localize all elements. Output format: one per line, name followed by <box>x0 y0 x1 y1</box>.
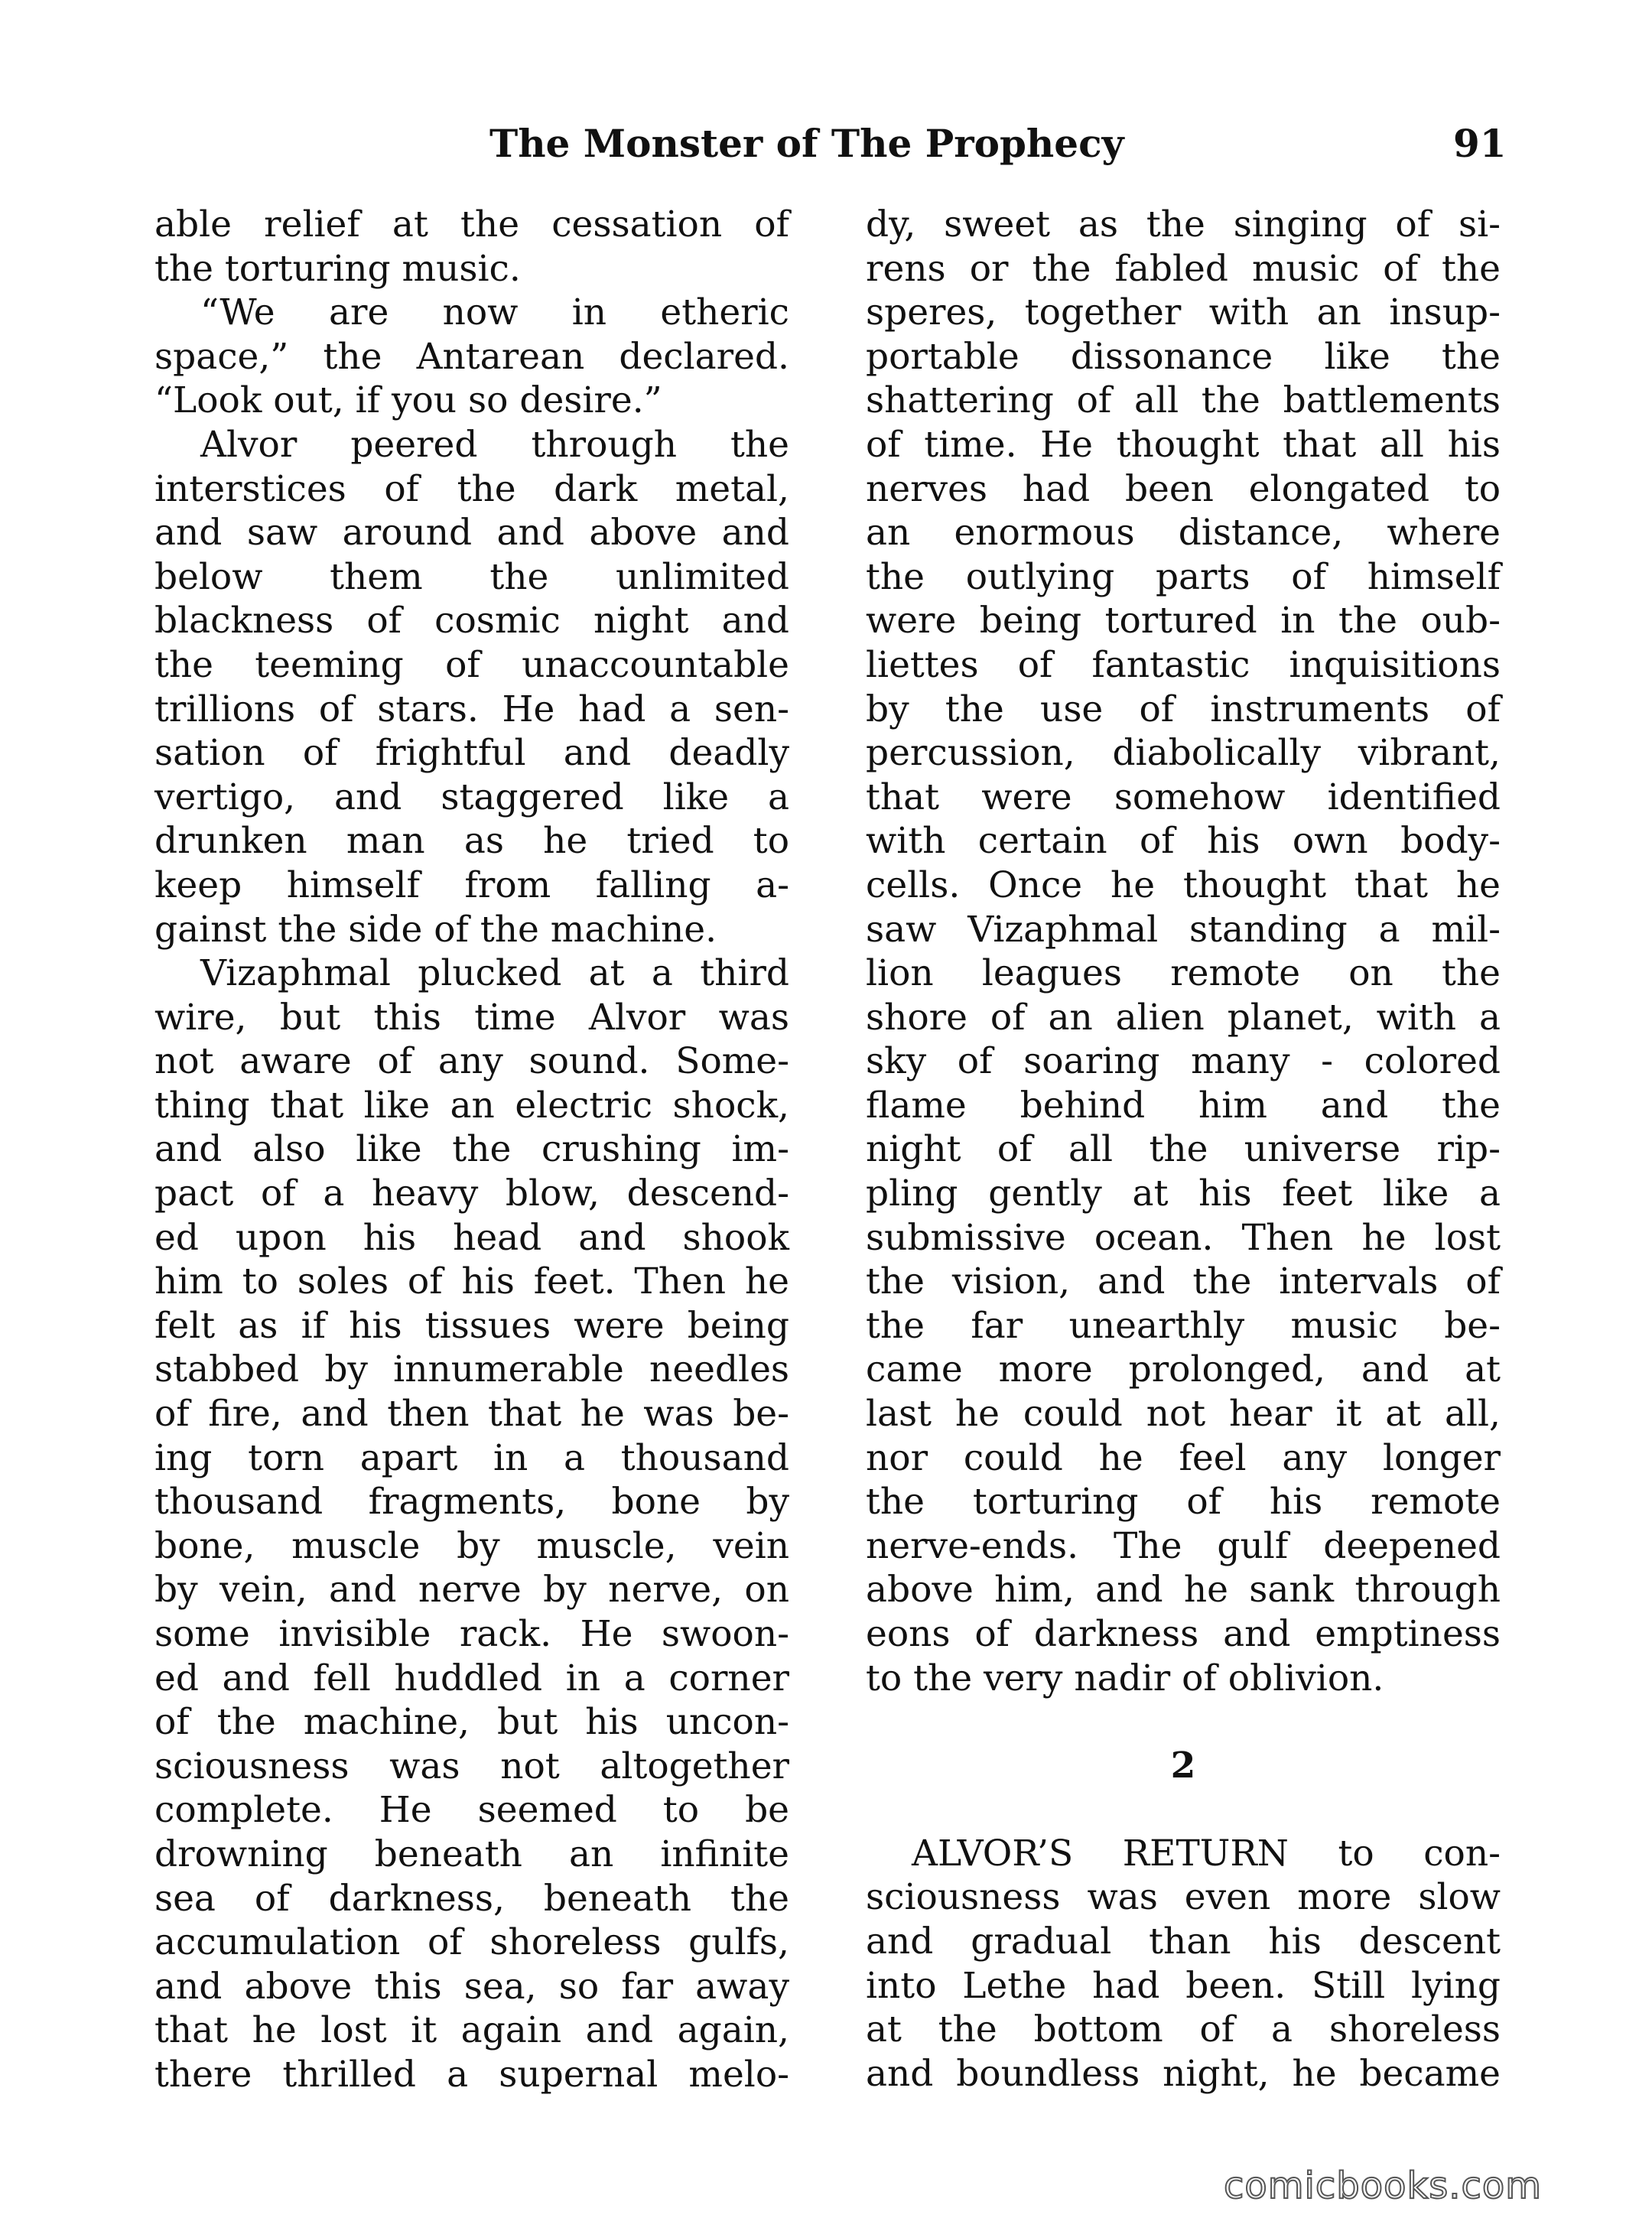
text-line: eons of darkness and emptiness <box>866 1613 1501 1655</box>
text-line: nerves had been elongated to <box>866 467 1501 510</box>
text-line: and saw around and above and <box>154 512 789 554</box>
text-line: that were somehow identified <box>866 776 1501 818</box>
text-line: keep himself from falling a- <box>154 863 789 906</box>
text-line: sciousness was not altogether <box>154 1745 789 1787</box>
running-title: The Monster of The Prophecy <box>489 121 1124 166</box>
text-line: pact of a heavy blow, descend- <box>154 1172 789 1215</box>
text-line: liettes of fantastic inquisitions <box>866 643 1501 686</box>
text-line: felt as if his tissues were being <box>154 1304 789 1347</box>
text-line: sciousness was even more slow <box>866 1876 1501 1919</box>
text-line: cells. Once he thought that he <box>866 863 1501 906</box>
right-column <box>866 203 1501 2096</box>
text-line: blackness of cosmic night and <box>154 600 789 642</box>
text-line: last he could not hear it at all, <box>866 1393 1501 1436</box>
text-line: ing torn apart in a thousand <box>154 1436 789 1479</box>
text-line: trillions of stars. He had a sen- <box>154 688 789 730</box>
text-line: rens or the fabled music of the <box>866 247 1501 290</box>
text-line: night of all the universe rip- <box>866 1128 1501 1171</box>
text-line: bone, muscle by muscle, vein <box>154 1524 789 1567</box>
text-line: ALVOR’S RETURN to con- <box>912 1832 1501 1875</box>
text-line: the teeming of unaccountable <box>154 643 789 686</box>
text-line: the vision, and the intervals of <box>866 1260 1501 1303</box>
text-line: shattering of all the battlements <box>866 379 1501 422</box>
text-line: an enormous distance, where <box>866 512 1501 554</box>
text-line: of fire, and then that he was be- <box>154 1393 789 1436</box>
text-line: the far unearthly music be- <box>866 1304 1501 1347</box>
text-line: the torturing of his remote <box>866 1481 1501 1524</box>
text-line: drunken man as he tried to <box>154 820 789 863</box>
text-line: percussion, diabolically vibrant, <box>866 732 1501 775</box>
text-line: gainst the side of the machine. <box>154 908 717 951</box>
text-line: dy, sweet as the singing of si- <box>866 203 1501 246</box>
text-line: “Look out, if you so desire.” <box>154 379 662 422</box>
text-line: pling gently at his feet like a <box>866 1172 1501 1215</box>
text-line: came more prolonged, and at <box>866 1348 1501 1391</box>
text-line: Alvor peered through the <box>200 423 789 466</box>
text-line: and above this sea, so far away <box>154 1965 789 2008</box>
text-line: sation of frightful and deadly <box>154 732 789 775</box>
text-line: vertigo, and staggered like a <box>154 776 789 818</box>
text-line: wire, but this time Alvor was <box>154 996 789 1039</box>
right-column-bottom <box>866 1832 1501 2096</box>
text-line: ed upon his head and shook <box>154 1216 789 1259</box>
text-line: the outlying parts of himself <box>866 555 1501 598</box>
text-line: and also like the crushing im- <box>154 1128 789 1171</box>
text-line: complete. He seemed to be <box>154 1789 789 1832</box>
text-line: flame behind him and the <box>866 1084 1501 1127</box>
text-line: of time. He thought that all his <box>866 423 1501 466</box>
text-line: him to soles of his feet. Then he <box>154 1260 789 1303</box>
text-line: below them the unlimited <box>154 555 789 598</box>
text-line: portable dissonance like the <box>866 335 1501 378</box>
text-line: not aware of any sound. Some- <box>154 1040 789 1083</box>
text-line: nerve-ends. The gulf deepened <box>866 1524 1501 1567</box>
text-line: saw Vizaphmal standing a mil- <box>866 908 1501 951</box>
text-line: there thrilled a supernal melo- <box>154 2053 789 2096</box>
text-line: ed and fell huddled in a corner <box>154 1657 789 1699</box>
text-line: the torturing music. <box>154 247 521 290</box>
text-line: “We are now in etheric <box>200 291 789 334</box>
text-line: sea of darkness, beneath the <box>154 1877 789 1920</box>
text-line: interstices of the dark metal, <box>154 467 789 510</box>
text-line: space,” the Antarean declared. <box>154 335 789 378</box>
text-line: that he lost it again and again, <box>154 2009 789 2052</box>
page-number: 91 <box>1453 121 1507 166</box>
text-line: stabbed by innumerable needles <box>154 1348 789 1391</box>
text-line: to the very nadir of oblivion. <box>866 1657 1384 1699</box>
text-line: of the machine, but his uncon- <box>154 1701 789 1744</box>
text-line: drowning beneath an infinite <box>154 1833 789 1875</box>
text-line: thing that like an electric shock, <box>154 1084 789 1127</box>
text-line: thousand fragments, bone by <box>154 1481 789 1524</box>
right-column-top <box>866 203 1501 1700</box>
watermark-logo: comicbooks.com <box>1224 2164 1543 2207</box>
text-line: nor could he feel any longer <box>866 1436 1501 1479</box>
text-line: shore of an alien planet, with a <box>866 996 1501 1039</box>
text-line: into Lethe had been. Still lying <box>866 1964 1501 2007</box>
text-line: above him, and he sank through <box>866 1569 1501 1611</box>
text-line: and boundless night, he became <box>866 2052 1501 2095</box>
text-line: lion leagues remote on the <box>866 952 1501 995</box>
section-number: 2 <box>1170 1745 1196 1787</box>
text-line: able relief at the cessation of <box>154 203 789 246</box>
text-line: by vein, and nerve by nerve, on <box>154 1569 789 1611</box>
left-column <box>154 203 789 2097</box>
text-line: were being tortured in the oub- <box>866 600 1501 642</box>
text-line: Vizaphmal plucked at a third <box>200 952 789 995</box>
text-line: at the bottom of a shoreless <box>866 2008 1501 2051</box>
text-line: accumulation of shoreless gulfs, <box>154 1921 789 1964</box>
text-line: with certain of his own body- <box>866 820 1501 863</box>
text-line: by the use of instruments of <box>866 688 1501 730</box>
text-line: some invisible rack. He swoon- <box>154 1613 789 1655</box>
text-line: submissive ocean. Then he lost <box>866 1216 1501 1259</box>
text-line: sky of soaring many - colored <box>866 1040 1501 1083</box>
text-line: and gradual than his descent <box>866 1920 1501 1963</box>
text-line: speres, together with an insup- <box>866 291 1501 334</box>
